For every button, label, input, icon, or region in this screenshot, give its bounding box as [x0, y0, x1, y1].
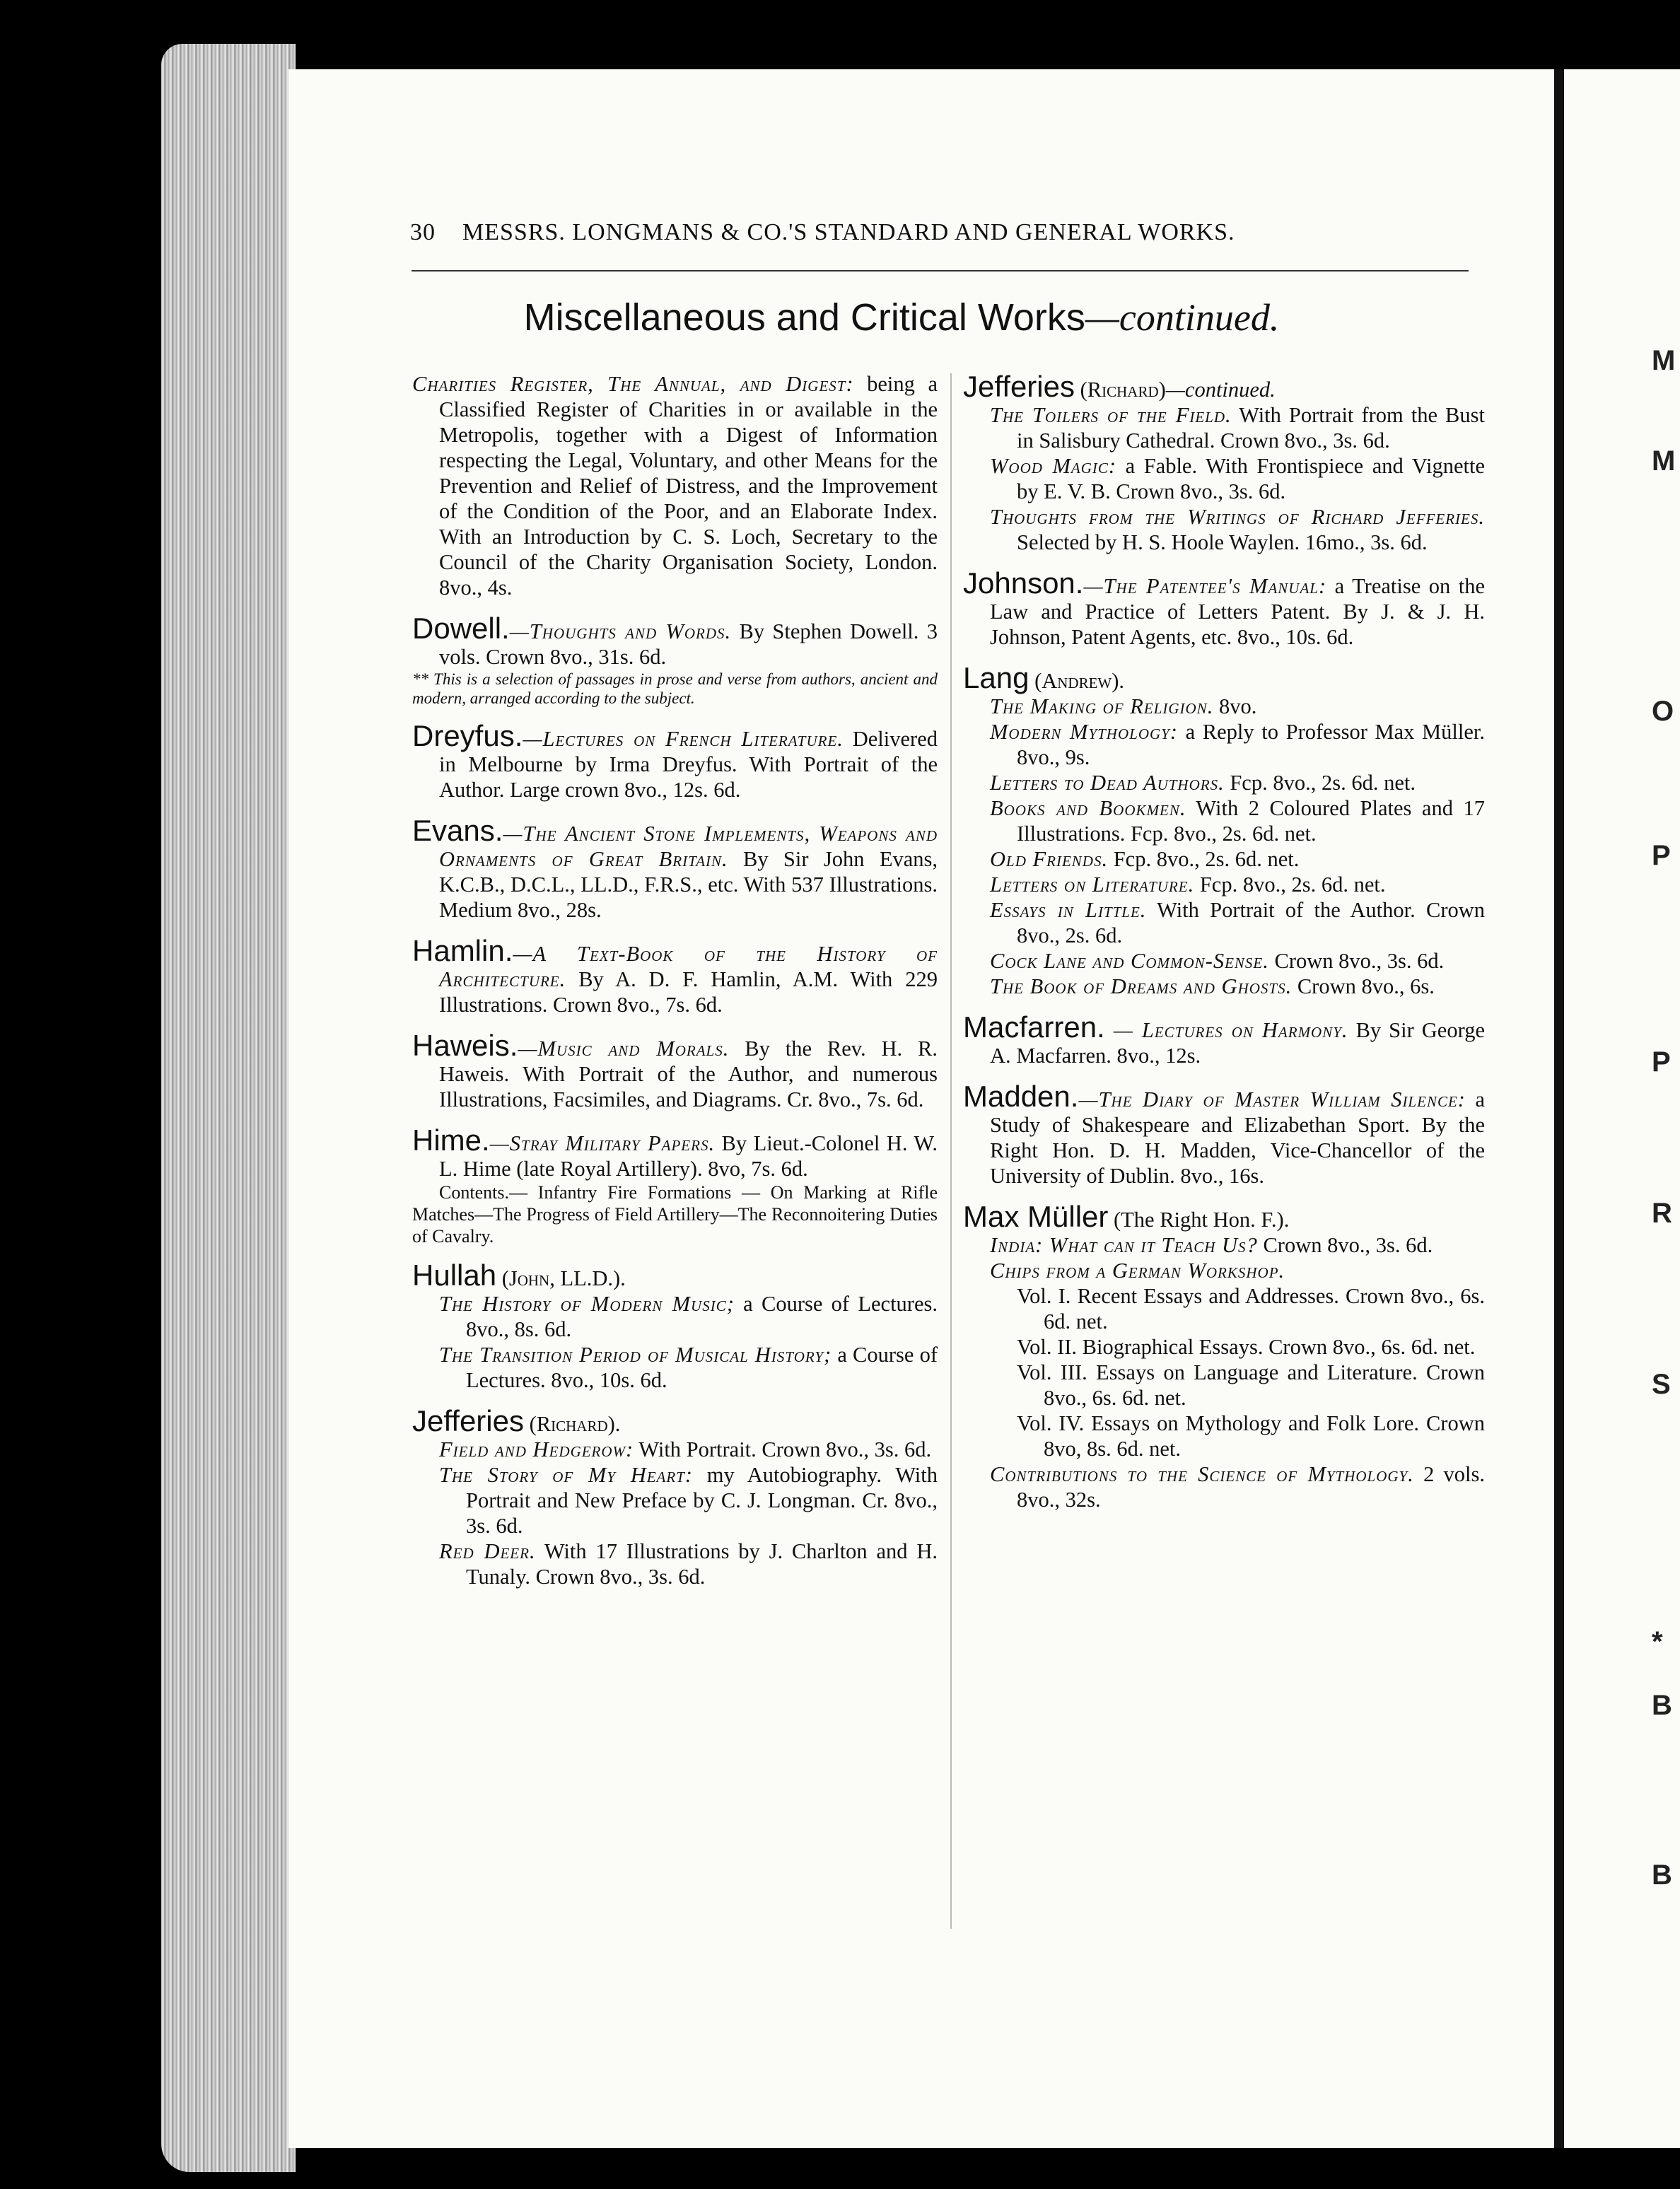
item-title: Thoughts from the Writings of Richard Jefferies.: [990, 505, 1485, 529]
entry-body: Delivered in Melbourne by Irma Dreyfus. With Portrait of the Author. Large crown 8vo., 12s. 6d.: [439, 727, 938, 802]
entry-body: By Lieut.-Colonel H. W. L. Hime (late Royal Artillery). 8vo, 7s. 6d.: [439, 1131, 938, 1181]
entry-dreyfus: [412, 720, 938, 802]
entry-jefferies: [412, 1406, 938, 1589]
entry-item: [963, 1258, 1485, 1283]
item-body: a Course of Lectures. 8vo., 10s. 6d.: [466, 1343, 938, 1392]
entry-head: Hime.: [412, 1123, 490, 1157]
strip-letter: B: [1652, 1690, 1672, 1721]
entry-body: By Sir John Evans, K.C.B., D.C.L., LL.D., F.R.S., etc. With 537 Illustrations. Medium 8vo., 28s.: [439, 847, 938, 922]
strip-letter: B: [1652, 1860, 1672, 1891]
entry-item: [963, 504, 1485, 555]
book-edge: [161, 44, 296, 2172]
item-title: Cock Lane and Common-Sense.: [990, 949, 1269, 973]
item-title: Field and Hedgerow:: [439, 1437, 634, 1461]
entry-body: By Sir George A. Macfarren. 8vo., 12s.: [990, 1018, 1485, 1068]
entry-item: [963, 948, 1485, 974]
entry-head: Johnson.: [963, 566, 1084, 600]
item-title: India: What can it Teach Us?: [990, 1233, 1258, 1257]
item-title: The Making of Religion.: [990, 694, 1214, 718]
entry-hime: [412, 1125, 938, 1247]
item-body: With Portrait of the Author. Crown 8vo., 2s. 6d.: [1017, 898, 1485, 947]
continued-label: —continued.: [1165, 378, 1276, 402]
entry-title: —Lectures on French Literature.: [523, 727, 844, 751]
item-title: The Story of My Heart:: [439, 1463, 694, 1487]
entry-item: [963, 795, 1485, 846]
strip-letter: O: [1652, 696, 1674, 727]
entry-item: [963, 897, 1485, 948]
entry-item: [412, 1539, 938, 1589]
item-body: With 17 Illustrations by J. Charlton and H. Tunaly. Crown 8vo., 3s. 6d.: [466, 1539, 938, 1589]
item-title: Letters to Dead Authors.: [990, 771, 1225, 795]
item-title: Chips from a German Workshop.: [990, 1259, 1285, 1283]
left-column: [412, 371, 938, 2132]
entry-haweis: [412, 1030, 938, 1112]
entry-head: Hullah: [412, 1259, 497, 1292]
entry-head: Dreyfus.: [412, 719, 523, 752]
running-title: MESSRS. LONGMANS & CO.'S STANDARD AND GENERAL WORKS.: [462, 219, 1235, 245]
item-body: With Portrait. Crown 8vo., 3s. 6d.: [634, 1437, 932, 1461]
entry-jefferies-continued: [963, 371, 1485, 555]
column-divider: [950, 373, 952, 1929]
entry-head: Jefferies: [412, 1404, 524, 1437]
item-title: The Book of Dreams and Ghosts.: [990, 974, 1293, 998]
item-title: Contributions to the Science of Mythology.: [990, 1462, 1414, 1486]
item-body: Crown 8vo., 3s. 6d.: [1257, 1233, 1433, 1257]
item-body: a Course of Lectures. 8vo., 8s. 6d.: [466, 1292, 938, 1341]
item-title: Wood Magic:: [990, 454, 1117, 478]
item-title: Letters on Literature.: [990, 872, 1195, 897]
entry-item: [963, 974, 1485, 999]
item-body: With Portrait from the Bust in Salisbury Cathedral. Crown 8vo., 3s. 6d.: [1017, 403, 1485, 453]
entry-item: [412, 1437, 938, 1462]
entry-title: — Lectures on Harmony.: [1104, 1018, 1348, 1042]
entry-item: [963, 1461, 1485, 1512]
item-body: Crown 8vo., 6s.: [1292, 974, 1435, 998]
item-title: Books and Bookmen.: [990, 796, 1186, 820]
item-body: Fcp. 8vo., 2s. 6d. net.: [1224, 771, 1416, 795]
entry-item: [963, 719, 1485, 770]
strip-letter: S: [1652, 1369, 1671, 1400]
strip-letter: M: [1652, 445, 1676, 477]
volume-line: Vol. IV. Essays on Mythology and Folk Lore. Crown 8vo, 8s. 6d. net.: [1017, 1411, 1485, 1461]
entry-johnson: [963, 568, 1485, 650]
item-body: 2 vols. 8vo., 32s.: [1017, 1462, 1485, 1512]
entry-item: [963, 872, 1485, 897]
entry-head: Madden.: [963, 1080, 1079, 1113]
right-column: [963, 371, 1485, 2132]
item-body: Fcp. 8vo., 2s. 6d. net.: [1194, 872, 1386, 897]
entry-title: —Thoughts and Words.: [509, 619, 732, 643]
entry-item: [412, 1462, 938, 1539]
entry-item: [963, 1232, 1485, 1258]
entry-body: By the Rev. H. R. Haweis. With Portrait of the Author, and numerous Illustrations, Facsimiles, and Diagrams. Cr. 8vo., 7s. 6d.: [439, 1037, 938, 1111]
entry-max-muller: [963, 1201, 1485, 1512]
entry-contents: Contents.— Infantry Fire Formations — On Marking at Rifle Matches—The Progress of Field Artillery—The Reconnoitering Duties of Cavalry.: [412, 1182, 938, 1247]
item-body: Fcp. 8vo., 2s. 6d. net.: [1108, 847, 1300, 871]
section-title: [414, 296, 1389, 339]
item-body: 8vo.: [1213, 694, 1257, 718]
entry-title: Charities Register, The Annual, and Digest:: [412, 372, 854, 396]
entry-head: Jefferies: [963, 371, 1075, 403]
item-title: The History of Modern Music;: [439, 1292, 735, 1316]
item-body: a Reply to Professor Max Müller. 8vo., 9s.: [1017, 720, 1485, 769]
volume-line: Vol. III. Essays on Language and Literature. Crown 8vo., 6s. 6d. net.: [1017, 1360, 1485, 1410]
entry-author: (Richard).: [523, 1412, 621, 1436]
entry-hullah: [412, 1260, 938, 1393]
entry-title: —A Text-Book of the History of Architecture.: [439, 942, 938, 991]
entry-body: a Study of Shakespeare and Elizabethan Sport. By the Right Hon. D. H. Madden, Vice-Chancellor of the University of Dublin. 8vo., 16s.: [990, 1087, 1485, 1188]
entry-dowell: [412, 613, 938, 708]
entry-hamlin: [412, 935, 938, 1017]
entry-item: [963, 694, 1485, 719]
entry-macfarren: [963, 1012, 1485, 1068]
entry-head: Haweis.: [412, 1029, 518, 1062]
strip-letter: *: [1652, 1626, 1663, 1657]
entry-head: Macfarren.: [963, 1010, 1105, 1044]
entry-evans: [412, 815, 938, 923]
item-title: Red Deer.: [439, 1539, 536, 1563]
running-header: [410, 219, 1414, 246]
strip-letter: P: [1652, 1046, 1671, 1078]
entry-author: (John, LL.D.).: [496, 1266, 626, 1290]
item-body: my Autobiography. With Portrait and New Preface by C. J. Longman. Cr. 8vo., 3s. 6d.: [466, 1463, 938, 1538]
entry-author: (Andrew).: [1029, 669, 1125, 693]
item-body: With 2 Coloured Plates and 17 Illustrations. Fcp. 8vo., 2s. 6d. net.: [1017, 796, 1485, 846]
entry-body: being a Classified Register of Charities in or available in the Metropolis, together with a Digest of Information respecting the Legal, Voluntary, and other Means for the Prevention and Relief of Distress, and the Improvement of the Condition of the Poor, and an Elaborate Index. With an Introduction by C. S. Loch, Secretary to the Council of the Charity Organisation Society, London. 8vo., 4s.: [439, 372, 938, 600]
entry-item: [963, 402, 1485, 453]
entry-item: [963, 846, 1485, 872]
item-body: a Fable. With Frontispiece and Vignette by E. V. B. Crown 8vo., 3s. 6d.: [1017, 454, 1485, 503]
header-rule: [412, 270, 1469, 272]
item-title: Essays in Little.: [990, 898, 1147, 922]
entry-lang: [963, 662, 1485, 999]
entry-title: —The Patentee's Manual:: [1083, 574, 1327, 598]
page-number: 30: [410, 219, 436, 245]
entry-title: —The Ancient Stone Implements, Weapons and Ornaments of Great Britain.: [439, 822, 938, 871]
next-page-strip: [1554, 69, 1680, 2148]
entry-head: Dowell.: [412, 612, 510, 645]
section-title-continued: —continued.: [1085, 296, 1280, 339]
entry-head: Hamlin.: [412, 934, 513, 967]
volume-line: Vol. I. Recent Essays and Addresses. Crown 8vo., 6s. 6d. net.: [1017, 1284, 1485, 1333]
strip-letter: R: [1652, 1198, 1672, 1229]
entry-author: (The Right Hon. F.).: [1108, 1208, 1290, 1232]
entry-body: By Stephen Dowell. 3 vols. Crown 8vo., 31s. 6d.: [439, 619, 938, 669]
item-body: Crown 8vo., 3s. 6d.: [1268, 949, 1445, 973]
entry-note: ** This is a selection of passages in prose and verse from authors, ancient and modern, arranged according to the subject.: [412, 670, 938, 707]
entry-charities: [412, 371, 938, 600]
item-title: Modern Mythology:: [990, 720, 1178, 744]
entry-title: —Music and Morals.: [518, 1037, 730, 1061]
entry-item: [412, 1291, 938, 1342]
entry-madden: [963, 1081, 1485, 1189]
entry-head: Lang: [963, 661, 1029, 694]
entry-body: By A. D. F. Hamlin, A.M. With 229 Illustrations. Crown 8vo., 7s. 6d.: [439, 967, 938, 1017]
item-title: Old Friends.: [990, 847, 1109, 871]
strip-letter: M: [1652, 345, 1676, 376]
entry-item: [963, 770, 1485, 795]
entry-author: (Richard): [1074, 378, 1166, 402]
entry-item: [412, 1342, 938, 1393]
entry-head: Max Müller: [963, 1200, 1109, 1233]
item-title: The Toilers of the Field.: [990, 403, 1232, 427]
entry-title: —The Diary of Master William Silence:: [1078, 1087, 1466, 1111]
item-title: The Transition Period of Musical History;: [439, 1343, 832, 1367]
entry-title: —Stray Military Papers.: [489, 1131, 716, 1155]
section-title-main: Miscellaneous and Critical Works: [523, 296, 1085, 339]
entry-item: [963, 453, 1485, 504]
strip-letter: P: [1652, 840, 1671, 871]
volume-line: Vol. II. Biographical Essays. Crown 8vo., 6s. 6d. net.: [1017, 1335, 1476, 1359]
item-body: Selected by H. S. Hoole Waylen. 16mo., 3s. 6d.: [1017, 530, 1428, 554]
entry-head: Evans.: [412, 814, 503, 847]
entry-body: a Treatise on the Law and Practice of Letters Patent. By J. & J. H. Johnson, Patent Agents, etc. 8vo., 10s. 6d.: [990, 574, 1485, 649]
